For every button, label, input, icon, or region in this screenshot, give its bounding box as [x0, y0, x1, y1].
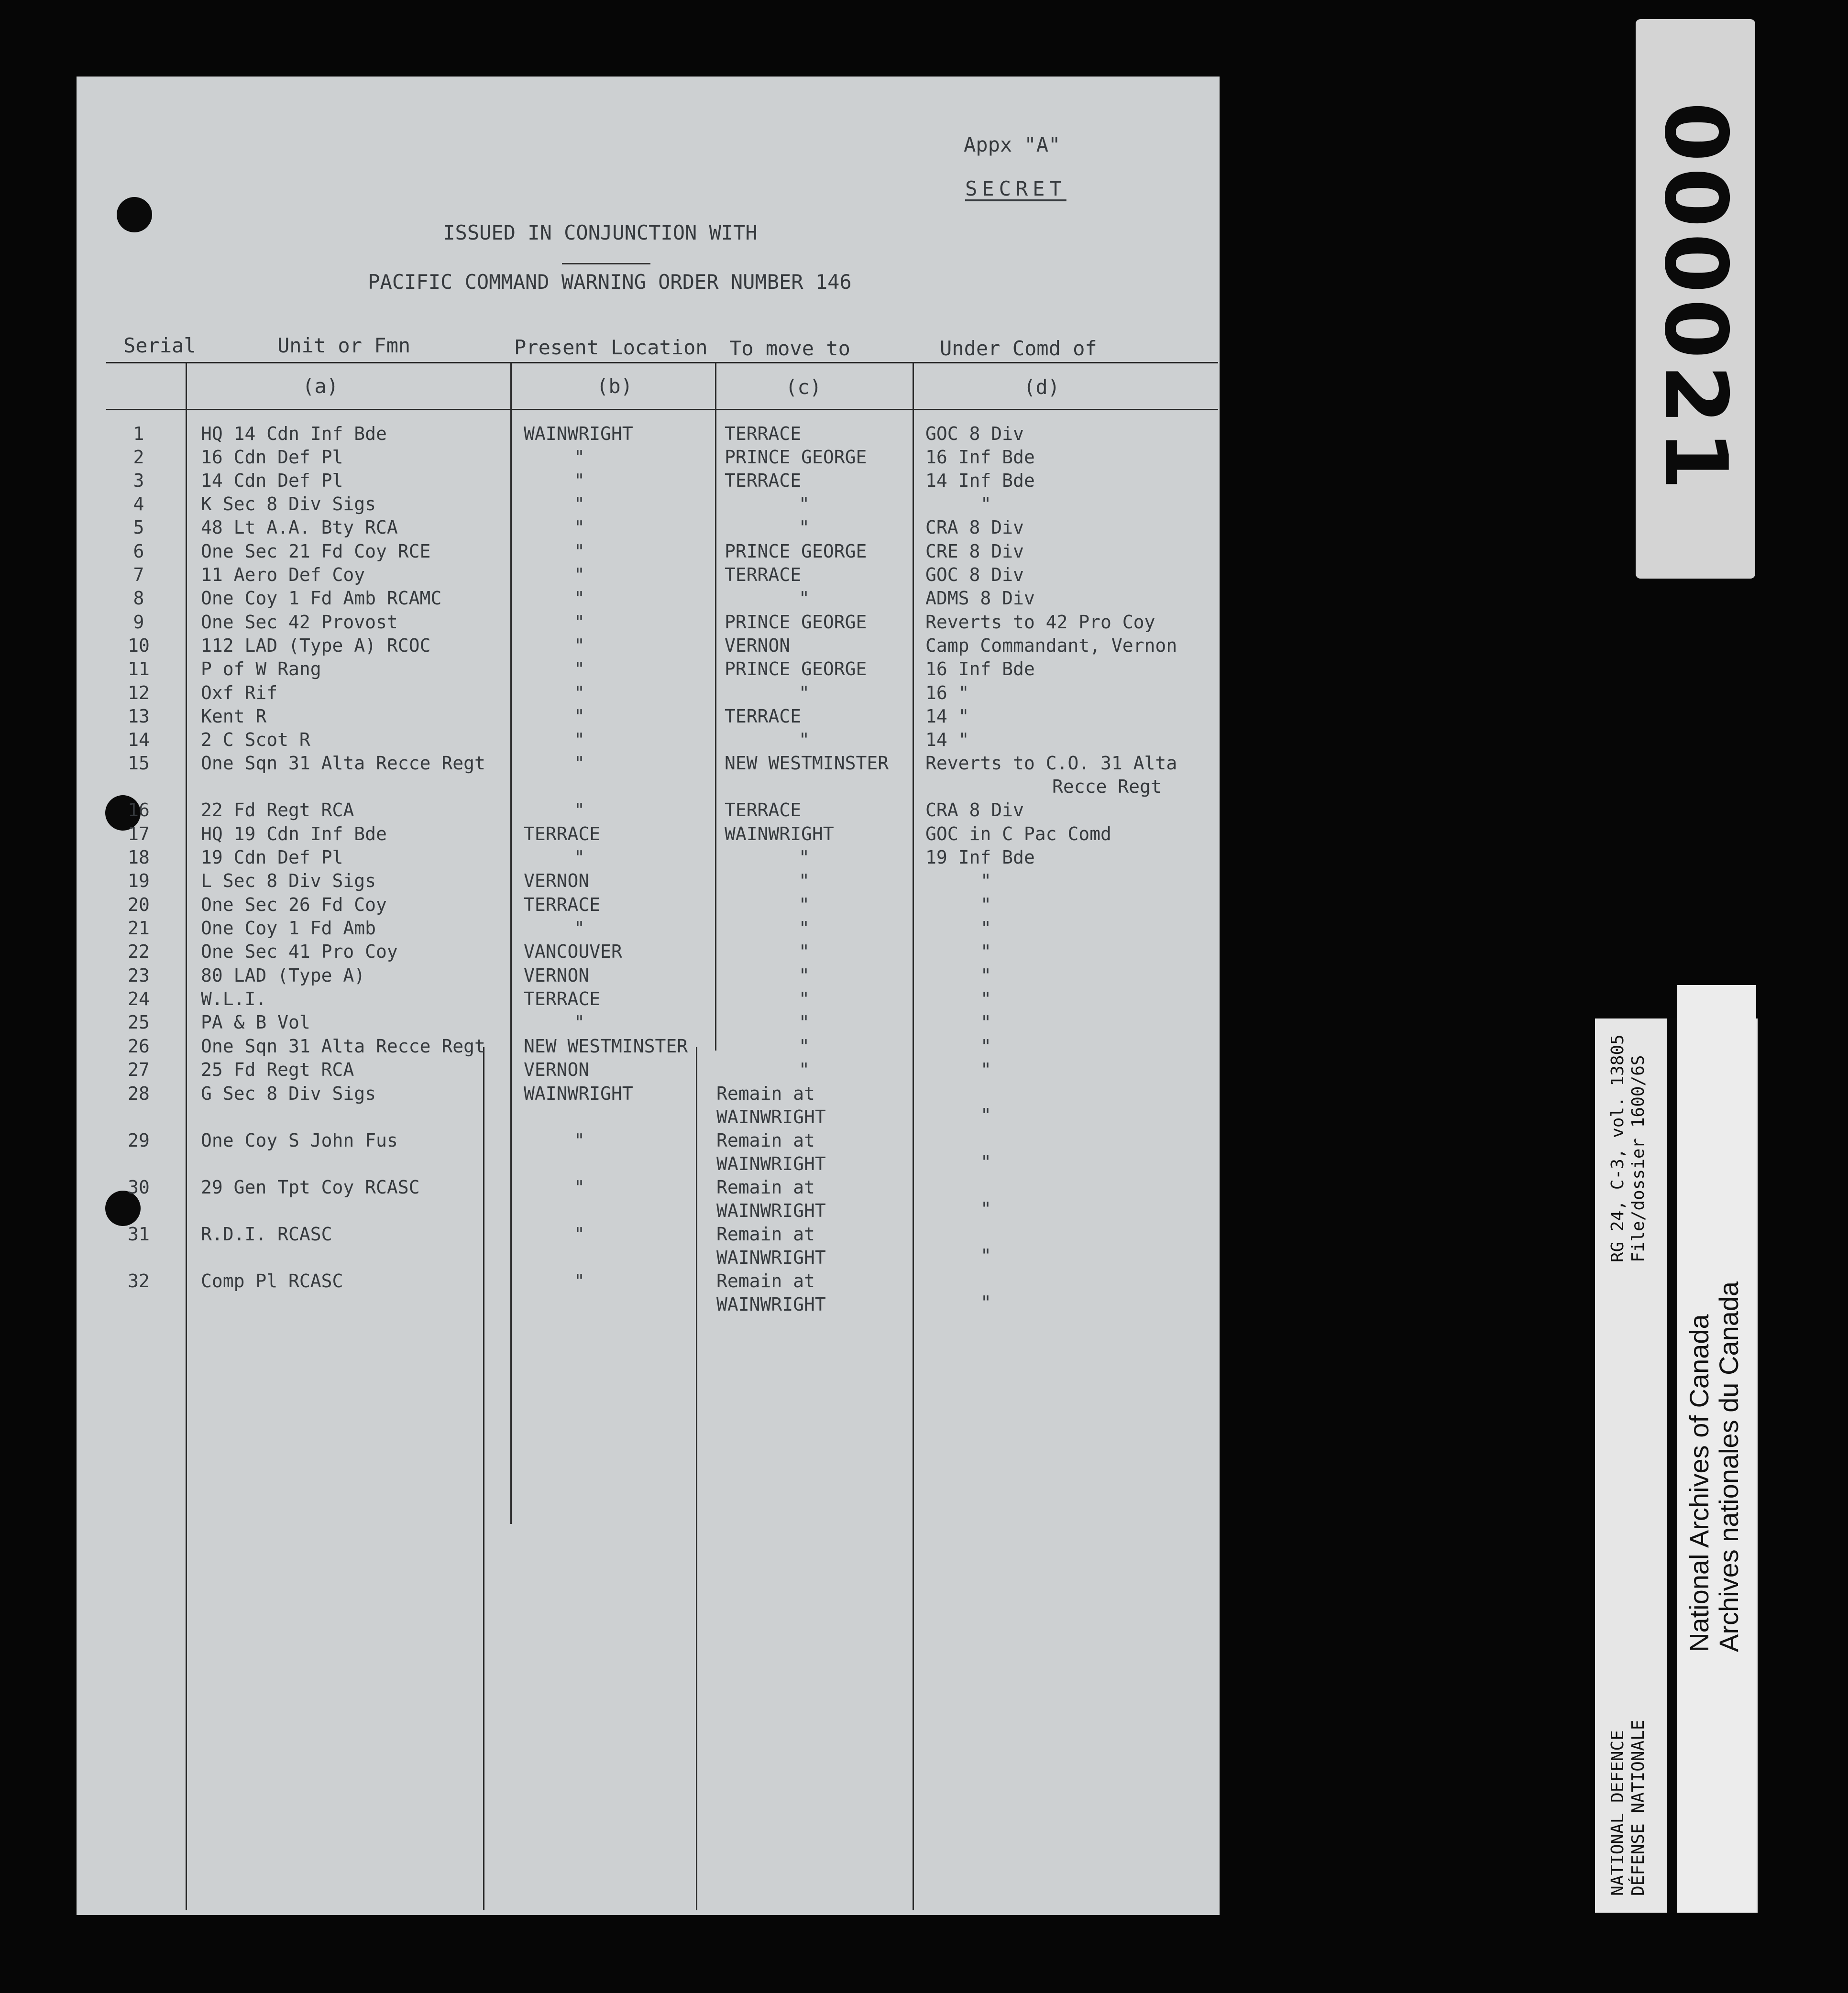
row-present-location: "	[574, 517, 585, 538]
row-serial: 13	[128, 706, 150, 727]
header-rule-top	[106, 362, 1218, 363]
row-present-location: VERNON	[524, 870, 590, 891]
row-present-location: WAINWRIGHT	[524, 1083, 633, 1104]
row-move-to: PRINCE GEORGE	[725, 447, 867, 468]
column-divider-1	[186, 362, 187, 1910]
row-serial: 32	[128, 1270, 150, 1292]
row-under-comd: 14 Inf Bde	[925, 470, 1035, 491]
row-move-to: Remain at	[716, 1224, 815, 1245]
row-under-comd: GOC 8 Div	[925, 423, 1024, 444]
row-move-to: "	[799, 847, 810, 868]
row-under-comd: CRE 8 Div	[925, 541, 1024, 562]
row-under-comd: "	[980, 1292, 991, 1313]
row-serial: 8	[133, 588, 144, 609]
row-move-to-line2: WAINWRIGHT	[716, 1200, 826, 1221]
frame-number: 000021	[1645, 102, 1746, 496]
row-serial: 21	[128, 918, 150, 939]
row-serial: 7	[133, 564, 144, 585]
row-unit: One Sec 42 Provost	[201, 612, 398, 633]
row-serial: 4	[133, 493, 144, 515]
row-move-to: NEW WESTMINSTER	[725, 753, 889, 774]
archive-label-divider	[1667, 1018, 1677, 1913]
row-unit: Comp Pl RCASC	[201, 1270, 343, 1292]
row-under-comd: 19 Inf Bde	[925, 847, 1035, 868]
row-move-to: TERRACE	[725, 706, 802, 727]
row-move-to-line2: WAINWRIGHT	[716, 1106, 826, 1128]
row-serial: 16	[128, 799, 150, 821]
row-under-comd: Reverts to 42 Pro Coy	[925, 612, 1155, 633]
row-under-comd: GOC 8 Div	[925, 564, 1024, 585]
row-under-comd: Reverts to C.O. 31 Alta	[925, 753, 1177, 774]
row-move-to: "	[799, 870, 810, 891]
row-serial: 18	[128, 847, 150, 868]
archive-reference: RG 24, C-3, vol. 13805	[1608, 1034, 1628, 1262]
row-serial: 6	[133, 541, 144, 562]
row-unit: P of W Rang	[201, 658, 321, 679]
row-under-comd: "	[980, 1151, 991, 1172]
row-move-to: PRINCE GEORGE	[725, 612, 867, 633]
row-under-comd: GOC in C Pac Comd	[925, 823, 1111, 844]
row-move-to: "	[799, 918, 810, 939]
row-under-comd: ADMS 8 Div	[925, 588, 1035, 609]
row-serial: 1	[133, 423, 144, 444]
row-under-comd: 16 Inf Bde	[925, 658, 1035, 679]
row-present-location: "	[574, 635, 585, 656]
punch-hole-top	[117, 197, 152, 232]
document-subtitle: PACIFIC COMMAND WARNING ORDER NUMBER 146	[368, 270, 852, 294]
col-header-under-comd: Under Comd of	[940, 337, 1097, 360]
row-move-to: TERRACE	[725, 799, 802, 821]
row-present-location: "	[574, 918, 585, 939]
row-unit: HQ 19 Cdn Inf Bde	[201, 823, 387, 844]
row-present-location: "	[574, 682, 585, 703]
row-move-to: TERRACE	[725, 564, 802, 585]
row-serial: 30	[128, 1177, 150, 1198]
row-present-location: "	[574, 447, 585, 468]
row-move-to: WAINWRIGHT	[725, 823, 834, 844]
column-divider-3-lower	[696, 1047, 697, 1910]
row-move-to: Remain at	[716, 1270, 815, 1292]
row-present-location: "	[574, 588, 585, 609]
row-unit: One Coy S John Fus	[201, 1130, 398, 1151]
department-fr: DÉFENSE NATIONALE	[1628, 1719, 1648, 1896]
row-move-to: "	[799, 894, 810, 915]
col-header-location: Present Location	[514, 336, 708, 359]
row-under-comd: 14 "	[925, 706, 969, 727]
row-serial: 26	[128, 1036, 150, 1057]
row-present-location: WAINWRIGHT	[524, 423, 633, 444]
row-present-location: "	[574, 706, 585, 727]
row-under-comd: "	[980, 894, 991, 915]
row-under-comd: "	[980, 941, 991, 962]
row-under-comd: 16 "	[925, 682, 969, 703]
row-move-to: PRINCE GEORGE	[725, 541, 867, 562]
subheader-d: (d)	[1023, 375, 1060, 399]
row-present-location: "	[574, 470, 585, 491]
row-serial: 3	[133, 470, 144, 491]
classification-label: SECRET	[965, 177, 1067, 200]
row-under-comd: "	[980, 1104, 991, 1126]
row-move-to: "	[799, 588, 810, 609]
row-serial: 28	[128, 1083, 150, 1104]
col-header-serial: Serial	[123, 334, 196, 357]
subheader-a: (a)	[302, 374, 339, 398]
row-present-location: "	[574, 658, 585, 679]
row-under-comd: CRA 8 Div	[925, 799, 1024, 821]
row-unit: HQ 14 Cdn Inf Bde	[201, 423, 387, 444]
row-present-location: "	[574, 1224, 585, 1245]
row-unit: PA & B Vol	[201, 1012, 310, 1033]
row-move-to: Remain at	[716, 1083, 815, 1104]
row-under-comd: "	[980, 1059, 991, 1080]
row-present-location: "	[574, 1130, 585, 1151]
row-move-to: TERRACE	[725, 423, 802, 444]
appendix-label: Appx "A"	[964, 133, 1061, 156]
row-serial: 27	[128, 1059, 150, 1080]
row-unit: One Sqn 31 Alta Recce Regt	[201, 753, 485, 774]
row-under-comd: Camp Commandant, Vernon	[925, 635, 1177, 656]
archives-name-en: National Archives of Canada	[1684, 1314, 1714, 1652]
row-present-location: "	[574, 753, 585, 774]
row-unit: 112 LAD (Type A) RCOC	[201, 635, 431, 656]
header-rule-bottom	[106, 409, 1218, 410]
subheader-c: (c)	[785, 375, 822, 399]
row-unit: 80 LAD (Type A)	[201, 965, 365, 986]
row-under-comd: "	[980, 870, 991, 891]
row-present-location: "	[574, 612, 585, 633]
row-move-to-line2: WAINWRIGHT	[716, 1247, 826, 1268]
row-present-location: TERRACE	[524, 894, 601, 915]
row-move-to: "	[799, 517, 810, 538]
row-present-location: TERRACE	[524, 823, 601, 844]
row-serial: 20	[128, 894, 150, 915]
row-under-comd: "	[980, 493, 991, 515]
row-present-location: "	[574, 847, 585, 868]
row-move-to: "	[799, 493, 810, 515]
row-unit: Oxf Rif	[201, 682, 278, 703]
row-present-location: "	[574, 729, 585, 750]
row-move-to: Remain at	[716, 1130, 815, 1151]
row-unit: 2 C Scot R	[201, 729, 310, 750]
column-divider-3	[715, 362, 716, 1051]
row-present-location: TERRACE	[524, 988, 601, 1009]
frame-number-strip	[1636, 19, 1755, 579]
row-serial: 25	[128, 1012, 150, 1033]
row-under-comd: 16 Inf Bde	[925, 447, 1035, 468]
row-unit: One Sec 26 Fd Coy	[201, 894, 387, 915]
row-move-to-line2: WAINWRIGHT	[716, 1153, 826, 1174]
row-present-location: "	[574, 1177, 585, 1198]
row-unit: 11 Aero Def Coy	[201, 564, 365, 585]
row-unit: 29 Gen Tpt Coy RCASC	[201, 1177, 420, 1198]
row-present-location: "	[574, 799, 585, 821]
column-divider-2-lower	[483, 1047, 484, 1910]
row-present-location: "	[574, 564, 585, 585]
row-serial: 24	[128, 988, 150, 1009]
row-move-to: "	[799, 1012, 810, 1033]
row-unit: W.L.I.	[201, 988, 267, 1009]
row-serial: 19	[128, 870, 150, 891]
row-unit: One Sec 21 Fd Coy RCE	[201, 541, 431, 562]
row-present-location: VERNON	[524, 965, 590, 986]
col-header-unit: Unit or Fmn	[277, 334, 411, 357]
row-serial: 11	[128, 658, 150, 679]
row-serial: 31	[128, 1224, 150, 1245]
row-unit: One Coy 1 Fd Amb	[201, 918, 376, 939]
row-move-to: PRINCE GEORGE	[725, 658, 867, 679]
row-unit: 16 Cdn Def Pl	[201, 447, 343, 468]
row-move-to: "	[799, 1036, 810, 1057]
row-present-location: NEW WESTMINSTER	[524, 1036, 688, 1057]
row-under-comd: "	[980, 988, 991, 1009]
row-unit: 14 Cdn Def Pl	[201, 470, 343, 491]
row-unit: One Coy 1 Fd Amb RCAMC	[201, 588, 442, 609]
row-under-comd: "	[980, 1012, 991, 1033]
row-present-location: VANCOUVER	[524, 941, 622, 962]
row-present-location: "	[574, 1012, 585, 1033]
archive-file: File/dossier 1600/6S	[1628, 1055, 1648, 1262]
row-unit: 48 Lt A.A. Bty RCA	[201, 517, 398, 538]
row-move-to: TERRACE	[725, 470, 802, 491]
row-unit: One Sec 41 Pro Coy	[201, 941, 398, 962]
row-serial: 22	[128, 941, 150, 962]
subheader-b: (b)	[596, 374, 633, 398]
row-unit: 22 Fd Regt RCA	[201, 799, 354, 821]
column-divider-2	[510, 362, 512, 1524]
row-under-comd: 14 "	[925, 729, 969, 750]
row-serial: 10	[128, 635, 150, 656]
row-move-to: "	[799, 729, 810, 750]
row-present-location: "	[574, 493, 585, 515]
row-move-to-line2: WAINWRIGHT	[716, 1294, 826, 1315]
row-move-to: VERNON	[725, 635, 791, 656]
row-unit: 19 Cdn Def Pl	[201, 847, 343, 868]
row-under-comd: "	[980, 965, 991, 986]
row-under-comd: CRA 8 Div	[925, 517, 1024, 538]
row-serial: 9	[133, 612, 144, 633]
row-move-to: "	[799, 1059, 810, 1080]
row-unit: Kent R	[201, 706, 267, 727]
row-serial: 17	[128, 823, 150, 844]
row-serial: 23	[128, 965, 150, 986]
row-serial: 5	[133, 517, 144, 538]
row-under-comd-line2: Recce Regt	[1052, 776, 1162, 797]
row-move-to: "	[799, 941, 810, 962]
row-unit: R.D.I. RCASC	[201, 1224, 332, 1245]
row-serial: 14	[128, 729, 150, 750]
row-unit: One Sqn 31 Alta Recce Regt	[201, 1036, 485, 1057]
col-header-move-to: To move to	[729, 337, 850, 360]
row-serial: 2	[133, 447, 144, 468]
row-unit: 25 Fd Regt RCA	[201, 1059, 354, 1080]
row-under-comd: "	[980, 1036, 991, 1057]
row-move-to: "	[799, 988, 810, 1009]
row-unit: G Sec 8 Div Sigs	[201, 1083, 376, 1104]
column-divider-4	[913, 362, 914, 1910]
row-move-to: "	[799, 682, 810, 703]
row-move-to: Remain at	[716, 1177, 815, 1198]
archives-name-fr: Archives nationales du Canada	[1714, 1281, 1744, 1652]
row-unit: L Sec 8 Div Sigs	[201, 870, 376, 891]
row-unit: K Sec 8 Div Sigs	[201, 493, 376, 515]
row-under-comd: "	[980, 1245, 991, 1266]
title-rule	[562, 263, 650, 264]
row-serial: 29	[128, 1130, 150, 1151]
row-under-comd: "	[980, 1198, 991, 1219]
row-present-location: "	[574, 541, 585, 562]
department-en: NATIONAL DEFENCE	[1608, 1730, 1628, 1896]
row-move-to: "	[799, 965, 810, 986]
document-title: ISSUED IN CONJUNCTION WITH	[443, 221, 758, 244]
row-present-location: "	[574, 1270, 585, 1292]
row-serial: 12	[128, 682, 150, 703]
row-under-comd: "	[980, 918, 991, 939]
row-present-location: VERNON	[524, 1059, 590, 1080]
row-serial: 15	[128, 753, 150, 774]
